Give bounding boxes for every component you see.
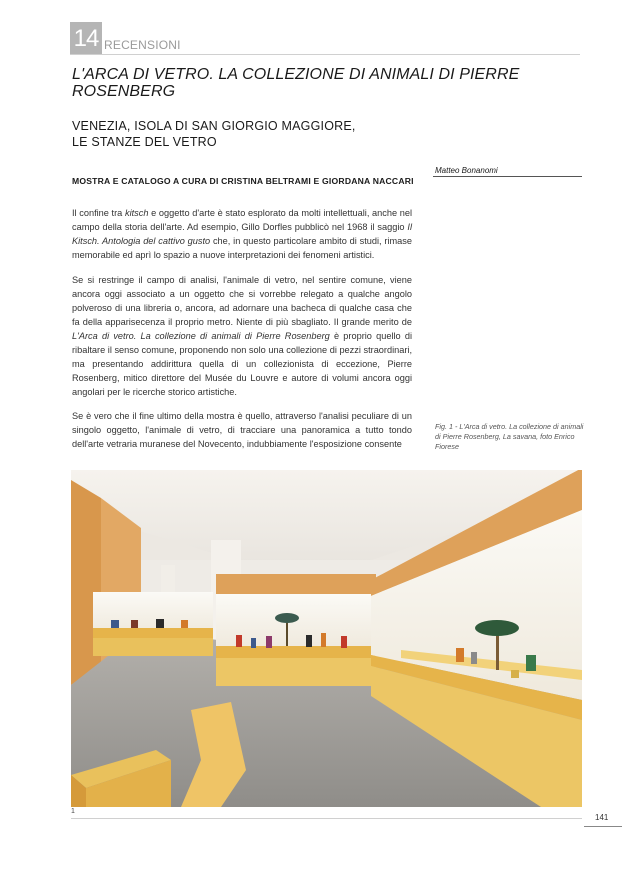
author-name: Matteo Bonanomi — [435, 166, 498, 175]
footer-rule — [71, 818, 582, 819]
exhibition-photo — [71, 470, 582, 807]
text-run-italic: kitsch — [124, 208, 149, 218]
subtitle-line: LE STANZE DEL VETRO — [72, 135, 217, 149]
body-paragraph — [72, 273, 412, 399]
body-paragraph — [72, 206, 412, 262]
text-run: Se si restringe il campo di analisi, l'animale di vetro, nel sentire comune, viene ancora oggi associato a un oggetto che si vorrebbe relegato a qualche angolo polveroso di una libreria o, ancora, ad adornare una bacheca di qualche casa che fa della apparisecenza il proprio metro. Niente di più sbagliato. Il grande merito de — [72, 275, 412, 327]
text-run: che, in questo particolare ambito di studi, rimase memorabile ed aprì lo spazio a nuove interpretazioni dei fenomeni artistici. — [72, 236, 412, 260]
chapter-number: 14 — [73, 25, 99, 52]
page-number-rule — [584, 826, 622, 827]
author-rule — [433, 176, 582, 177]
text-run-italic: Il Kitsch. Antologia del cattivo gusto — [72, 222, 412, 246]
header-rule — [70, 54, 580, 55]
text-run: Il confine tra — [72, 208, 125, 218]
page-number: 141 — [595, 813, 609, 822]
figure-caption: Fig. 1 - L'Arca di vetro. La collezione di animali di Pierre Rosenberg, La savana, foto Enrico Fiorese — [435, 422, 584, 451]
article-subtitle — [72, 118, 472, 150]
article-title: L'ARCA DI VETRO. LA COLLEZIONE DI ANIMALI DI PIERRE ROSENBERG — [72, 66, 520, 100]
text-run: e oggetto d'arte è stato esplorato da molti intellettuali, anche nel campo della storia dell'arte. Ad esempio, Gillo Dorfles pubblicò nel 1968 il saggio — [72, 208, 413, 232]
curators-line: MOSTRA E CATALOGO A CURA DI CRISTINA BELTRAMI E GIORDANA NACCARI — [72, 176, 414, 186]
text-run-italic: L'Arca di vetro. La collezione di animali di Pierre Rosenberg — [72, 331, 330, 341]
subtitle-line: VENEZIA, ISOLA DI SAN GIORGIO MAGGIORE, — [72, 119, 356, 133]
body-paragraph: Se è vero che il fine ultimo della mostra è quello, attraverso l'analisi peculiare di un singolo oggetto, l'animale di vetro, di tracciare una panoramica a tutto tondo dell'arte vetraria muranese del Novecento, indubbiamente l'esposizione consente — [72, 411, 412, 449]
text-run: è proprio quello di ribaltare il senso comune, proponendo non solo una collezione di pezzi straordinari, ma presentando addirittura quella di un collezionista di eccezione, Pierre Rosenberg, mitico direttore del Musée du Louvre e autore di volumi ancora oggi angolari per le ricerche storico artistiche. — [72, 331, 413, 397]
figure-number: 1 — [71, 808, 75, 815]
section-label: RECENSIONI — [104, 38, 181, 52]
